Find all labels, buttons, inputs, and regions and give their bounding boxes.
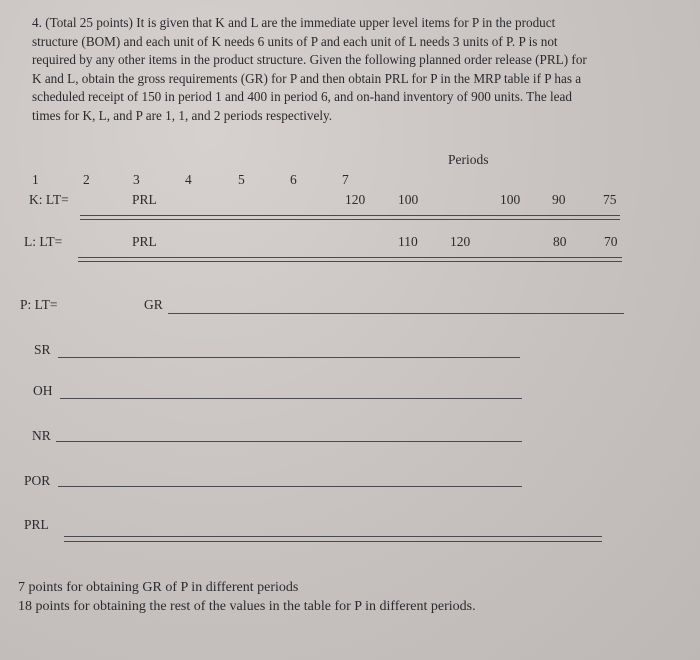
k-prl-label: PRL bbox=[132, 192, 157, 207]
k-prl-value: 100 bbox=[398, 192, 419, 207]
l-row-rule bbox=[78, 261, 622, 262]
problem-line: scheduled receipt of 150 in period 1 and 400 in period 6, and on-hand inventory of 900 units. The lead bbox=[32, 89, 572, 105]
k-prl-value: 75 bbox=[603, 192, 617, 207]
period-number: 5 bbox=[238, 172, 245, 187]
problem-statement bbox=[32, 14, 684, 126]
problem-line: 4. (Total 25 points) It is given that K and L are the immediate upper level items for P in the product bbox=[32, 15, 556, 30]
p-sr-label: SR bbox=[34, 342, 51, 357]
points-note-rest: 18 points for obtaining the rest of the values in the table for P in different periods. bbox=[18, 599, 476, 614]
p-lead-time-label: P: LT= bbox=[20, 297, 58, 312]
p-nr-label: NR bbox=[32, 428, 51, 443]
l-prl-label: PRL bbox=[132, 234, 157, 249]
k-row-rule bbox=[80, 215, 620, 216]
points-note-gr: 7 points for obtaining GR of P in different periods bbox=[18, 580, 299, 595]
p-gr-rule bbox=[168, 313, 624, 314]
problem-line: K and L, obtain the gross requirements (GR) for P and then obtain PRL for P in the MRP table if P has a bbox=[32, 70, 582, 86]
p-sr-rule bbox=[58, 357, 520, 358]
k-row-rule bbox=[80, 219, 620, 220]
p-prl-label: PRL bbox=[24, 517, 49, 532]
k-prl-value: 120 bbox=[345, 192, 366, 207]
l-prl-value: 110 bbox=[398, 234, 418, 249]
period-number: 6 bbox=[290, 172, 297, 187]
k-prl-value: 90 bbox=[552, 192, 566, 207]
p-prl-rule bbox=[64, 536, 602, 537]
problem-line: times for K, L, and P are 1, 1, and 2 periods respectively. bbox=[32, 107, 333, 123]
p-oh-label: OH bbox=[33, 383, 53, 398]
period-number: 2 bbox=[83, 172, 90, 187]
p-nr-rule bbox=[56, 441, 522, 442]
period-number: 4 bbox=[185, 172, 192, 187]
k-prl-value: 100 bbox=[500, 192, 521, 207]
l-row-rule bbox=[78, 257, 622, 258]
k-lead-time-label: K: LT= bbox=[29, 192, 69, 207]
p-prl-rule bbox=[64, 541, 602, 542]
l-prl-value: 70 bbox=[604, 234, 618, 249]
p-por-label: POR bbox=[24, 473, 51, 488]
p-por-rule bbox=[58, 486, 522, 487]
period-number: 1 bbox=[32, 172, 39, 187]
l-prl-value: 120 bbox=[450, 234, 471, 249]
problem-line: structure (BOM) and each unit of K needs 6 units of P and each unit of L needs 3 units of P. P is not bbox=[32, 33, 558, 49]
l-prl-value: 80 bbox=[553, 234, 567, 249]
periods-label: Periods bbox=[448, 152, 489, 167]
p-oh-rule bbox=[60, 398, 522, 399]
period-number: 7 bbox=[342, 172, 349, 187]
p-gr-label: GR bbox=[144, 297, 163, 312]
period-number: 3 bbox=[133, 172, 140, 187]
problem-line: required by any other items in the product structure. Given the following planned order release (PRL) for bbox=[32, 52, 587, 68]
l-lead-time-label: L: LT= bbox=[24, 234, 63, 249]
